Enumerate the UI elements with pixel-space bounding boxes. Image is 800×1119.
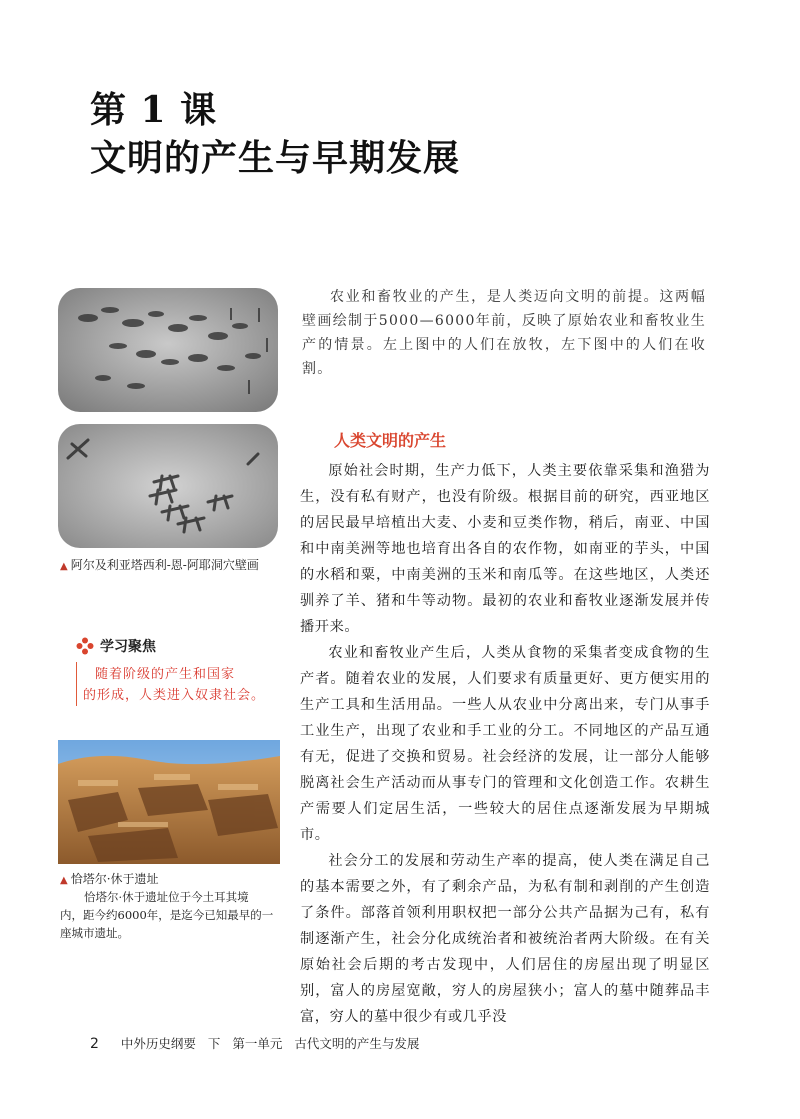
rock-painting-caption: ▲ 阿尔及利亚塔西利-恩-阿耶洞穴壁画 xyxy=(60,558,259,572)
lesson-number: 第 1 课 xyxy=(90,89,218,131)
body-paragraph: 农业和畜牧业产生后，人类从食物的采集者变成食物的生产者。随着农业的发展，人们要求有质量更好、更方便实用的生产工具和生活用品。一些人从农业中分离出来，专门从事手工业生产，出现了农业和手工业的分工。不同地区的产品互通有无，促进了交换和贸易。社会经济的发展，让一部分人能够脱离社会生产活动而从事专门的管理和文化创造工作。农耕生产需要人们定居生活，一些较大的居住点逐渐发展为早期城市。 xyxy=(300,645,710,843)
focus-header xyxy=(76,636,286,656)
body-paragraph: 原始社会时期，生产力低下，人类主要依靠采集和渔猎为生，没有私有财产，也没有阶级。根据目前的研究，西亚地区的居民最早培植出大麦、小麦和豆类作物，稍后，南亚、中国和中南美洲等地也培育出各自的农作物，如南亚的芋头，中国的水稻和粟，中南美洲的玉米和南瓜等。在这些地区，人类还驯养了羊、猪和牛等动物。最初的农业和畜牧业逐渐发展并传播开来。 xyxy=(300,463,710,635)
site-caption-line: 内，距今约6000年，是迄今已知最早的一 xyxy=(60,908,274,922)
catalhoyuk-site-image xyxy=(58,740,280,864)
site-caption-line: 恰塔尔·休于遗址位于今土耳其境 xyxy=(84,890,249,904)
body-paragraph: 社会分工的发展和劳动生产率的提高，使人类在满足自己的基本需要之外，有了剩余产品，为私有制和剥削的产生创造了条件。部落首领利用职权把一部分公共产品据为己有，私有制逐渐产生，社会分化成统治者和被统治者两大阶级。在有关原始社会后期的考古发现中，人们居住的房屋出现了明显区别，富人的房屋宽敞，穷人的房屋狭小；富人的墓中随葬品丰富，穷人的墓中很少有或几乎没 xyxy=(300,853,710,1025)
volume-label: 下 xyxy=(207,1036,221,1051)
learning-focus-box xyxy=(76,636,286,706)
lesson-heading: 文明的产生与早期发展 xyxy=(90,137,461,179)
focus-line: 的形成，人类进入奴隶社会。 xyxy=(83,688,266,703)
site-caption-title: ▲ 恰塔尔·休于遗址 xyxy=(60,872,159,886)
page-footer xyxy=(90,1034,427,1052)
focus-line: 随着阶级的产生和国家 xyxy=(95,667,236,682)
rock-painting-harvest-image xyxy=(58,424,278,548)
focus-text xyxy=(76,662,286,706)
focus-label: 学习聚焦 xyxy=(100,639,156,655)
page-number: 2 xyxy=(90,1036,99,1052)
intro-text: 农业和畜牧业的产生，是人类迈向文明的前提。这两幅壁画绘制于5000—6000年前，反映了原始农业和畜牧业生产的情景。左上图中的人们在放牧，左下图中的人们在收割。 xyxy=(302,289,706,377)
rock-painting-herding-icon xyxy=(58,288,278,412)
site-caption-line: 座城市遗址。 xyxy=(60,926,129,940)
rock-painting-harvest-icon xyxy=(58,424,278,548)
caption-marker-icon: ▲ xyxy=(60,561,68,572)
unit-label: 第一单元 xyxy=(232,1036,283,1051)
book-title: 中外历史纲要 xyxy=(120,1036,196,1051)
caption-marker-icon: ▲ xyxy=(60,875,68,886)
unit-title: 古代文明的产生与发展 xyxy=(294,1036,420,1051)
lesson-title xyxy=(90,86,460,182)
section-body xyxy=(300,458,710,1030)
rock-painting-herding-image xyxy=(58,288,278,412)
intro-paragraph xyxy=(302,285,706,381)
section-title: 人类文明的产生 xyxy=(334,431,447,450)
catalhoyuk-ruins-icon xyxy=(58,740,280,864)
focus-flower-icon xyxy=(76,637,94,655)
